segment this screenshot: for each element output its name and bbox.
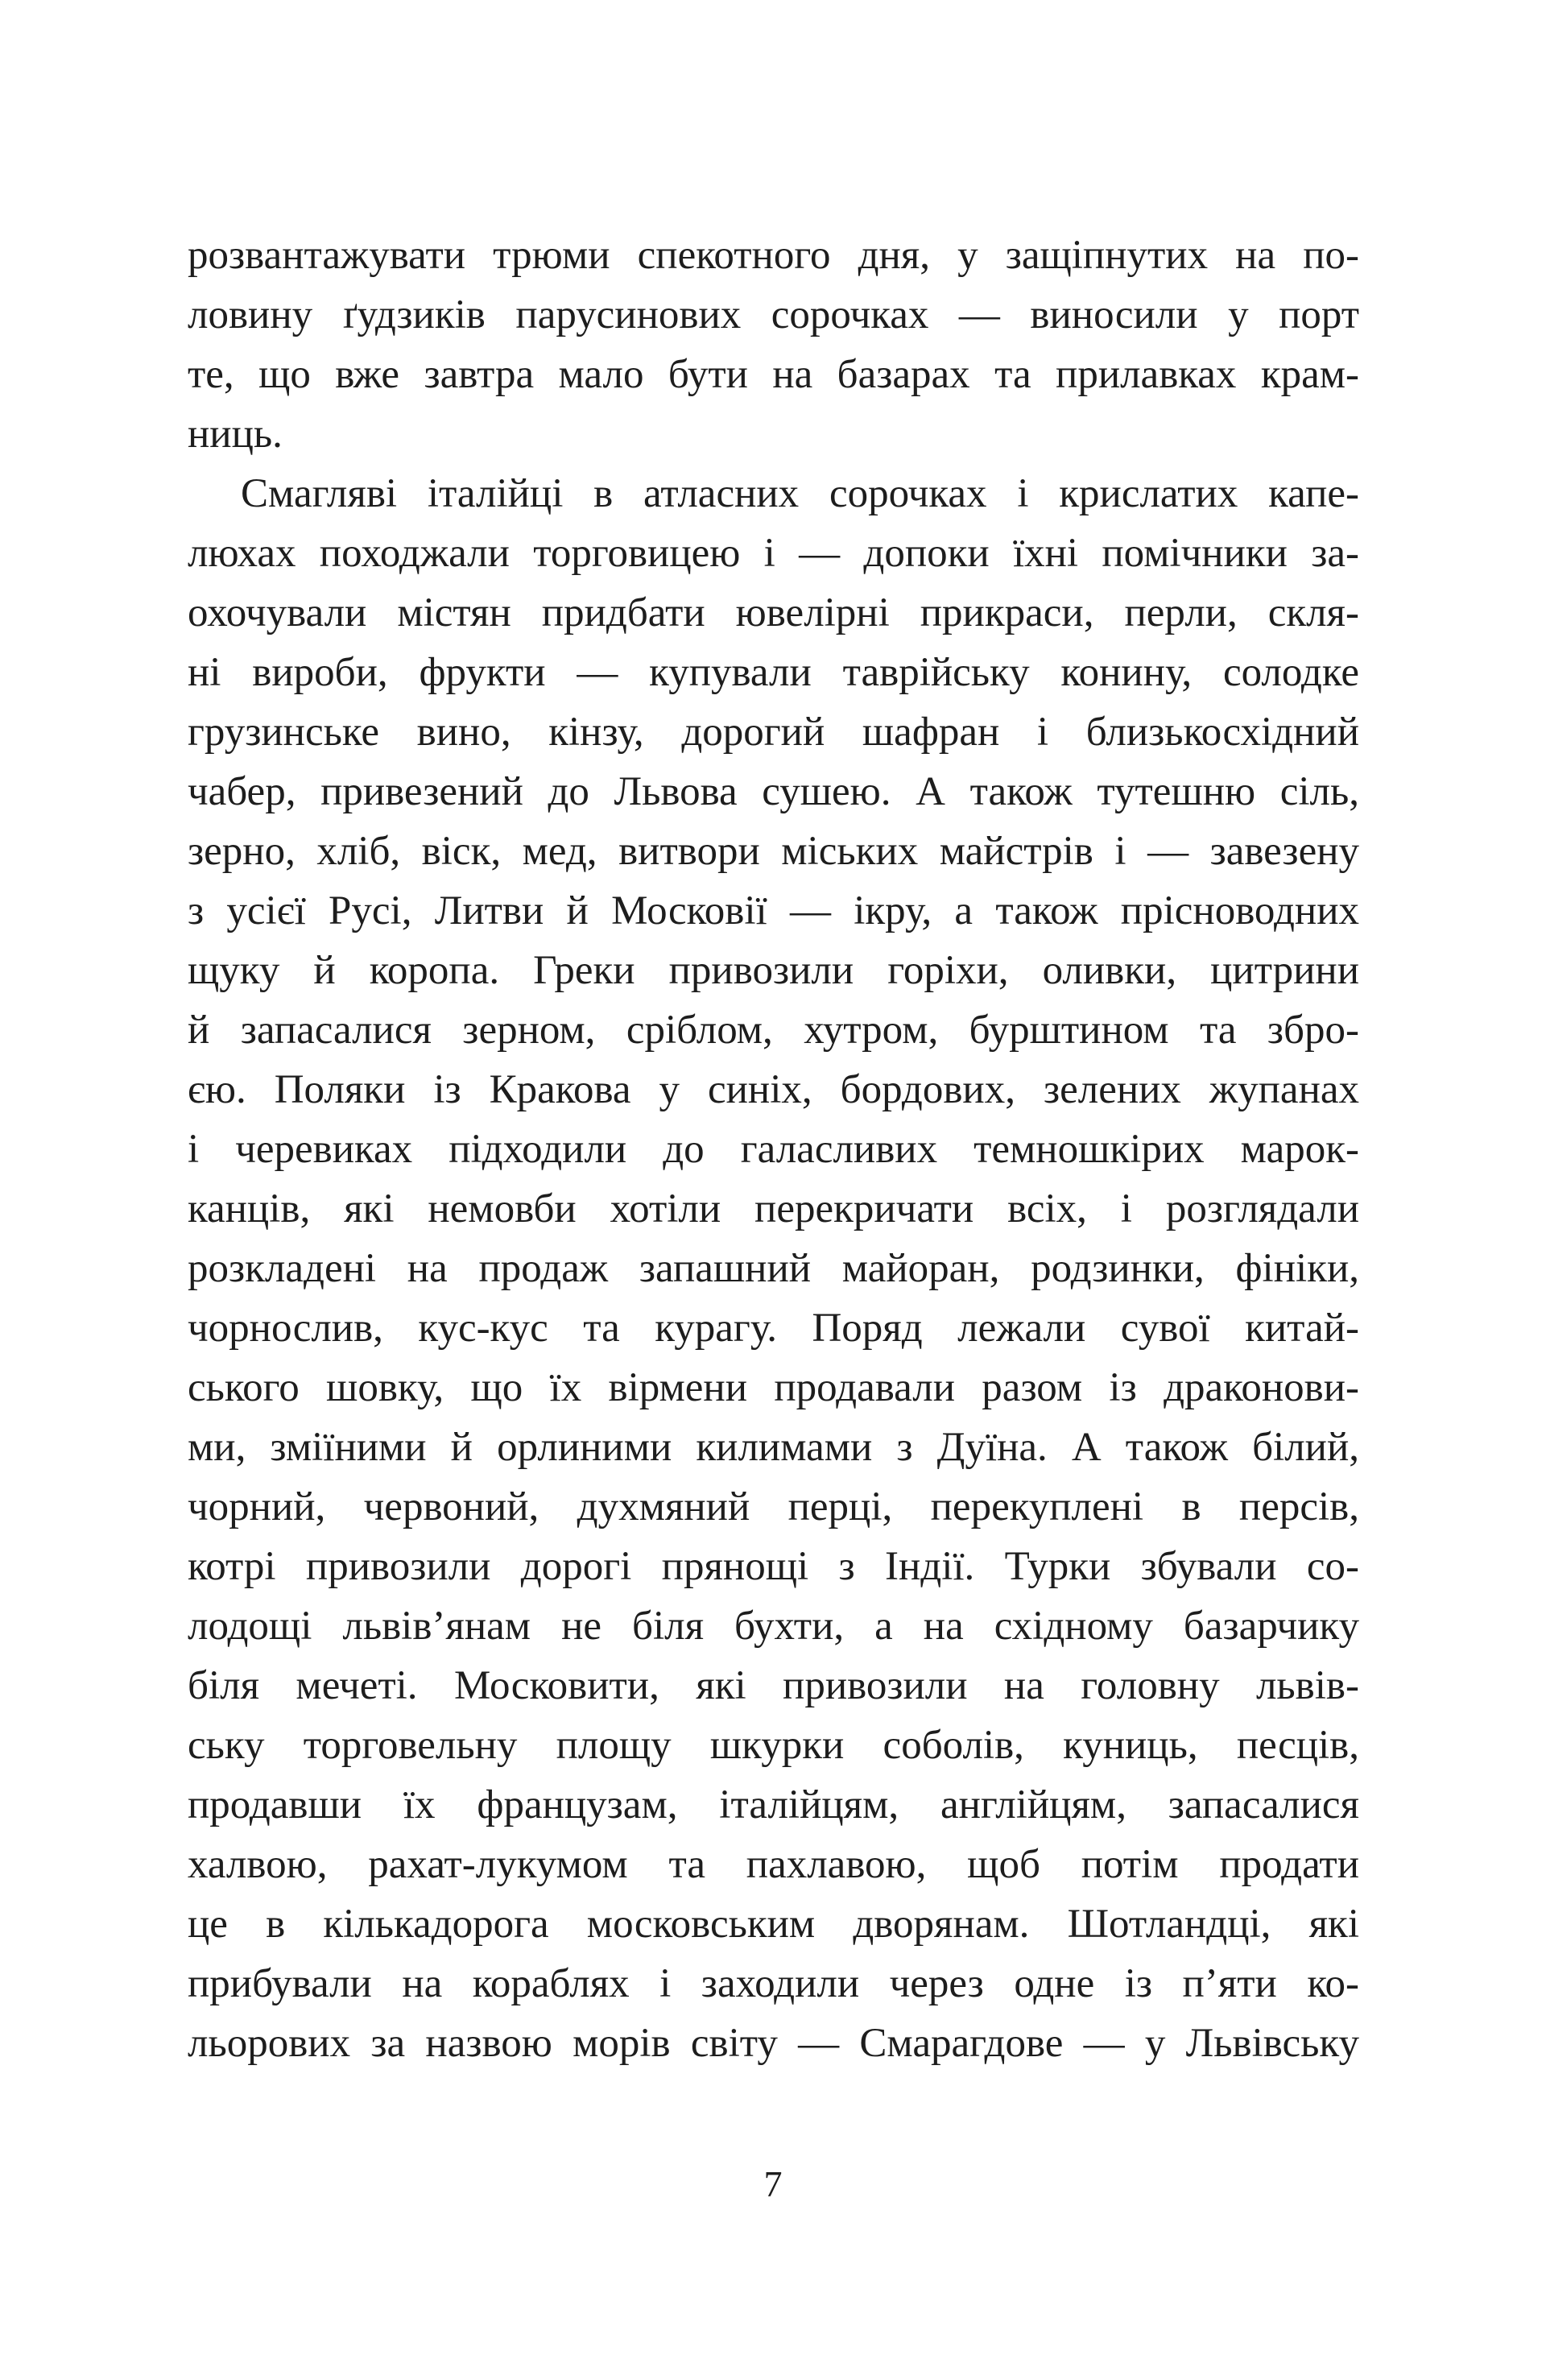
text-line: чорнослив, кус-кус та курагу. Поряд лежали сувої китай- [188, 1306, 1359, 1351]
text-line: канців, які немовби хотіли перекричати всіх, і розглядали [188, 1186, 1359, 1231]
text-line: лодощі львів’янам не біля бухти, а на східному базарчику [188, 1604, 1359, 1649]
text-line: це в кількадорога московським дворянам. Шотландці, які [188, 1902, 1359, 1947]
text-line: люхах походжали торговицею і — допоки їхні помічники за- [188, 531, 1359, 576]
text-line: єю. Поляки із Кракова у синіх, бордових, зелених жупанах [188, 1067, 1359, 1112]
page-text-block [188, 226, 1359, 2073]
text-line: зерно, хліб, віск, мед, витвори міських майстрів і — завезену [188, 829, 1359, 874]
text-line: продавши їх французам, італійцям, англійцям, запасалися [188, 1782, 1359, 1827]
text-line: біля мечеті. Московити, які привозили на головну львів- [188, 1663, 1359, 1708]
text-line: розвантажувати трюми спекотного дня, у защіпнутих на по- [188, 233, 1359, 278]
text-line: Смагляві італійці в атласних сорочках і крислатих капе- [241, 471, 1359, 516]
text-line: прибували на кораблях і заходили через одне із п’яти ко- [188, 1961, 1359, 2006]
text-line: чабер, привезений до Львова сушею. А також тутешню сіль, [188, 769, 1359, 814]
text-line: щуку й коропа. Греки привозили горіхи, оливки, цитрини [188, 948, 1359, 993]
text-line: грузинське вино, кінзу, дорогий шафран і близькосхідний [188, 710, 1359, 755]
text-line: ні вироби, фрукти — купували таврійську конину, солодке [188, 650, 1359, 695]
text-line: чорний, червоний, духмяний перці, перекуплені в персів, [188, 1484, 1359, 1529]
text-line: котрі привозили дорогі прянощі з Індії. Турки збували со- [188, 1544, 1359, 1589]
text-line: розкладені на продаж запашний майоран, родзинки, фініки, [188, 1246, 1359, 1291]
text-line: і черевиках підходили до галасливих темношкірих марок- [188, 1127, 1359, 1172]
text-line: ловину ґудзиків парусинових сорочках — виносили у порт [188, 292, 1359, 337]
text-line: ми, зміїними й орлиними килимами з Дуїна. А також білий, [188, 1425, 1359, 1470]
text-line: те, що вже завтра мало бути на базарах та прилавках крам- [188, 352, 1359, 397]
text-line: й запасалися зерном, сріблом, хутром, бурштином та збро- [188, 1008, 1359, 1053]
page-number: 7 [763, 2163, 783, 2204]
text-line: ниць. [188, 412, 283, 457]
text-line: халвою, рахат-лукумом та пахлавою, щоб потім продати [188, 1842, 1359, 1887]
text-line: охочували містян придбати ювелірні прикраси, перли, скля- [188, 590, 1359, 635]
text-line: льорових за назвою морів світу — Смарагдове — у Львівську [188, 2021, 1359, 2066]
text-line: з усієї Русі, Литви й Московії — ікру, а також прісноводних [188, 888, 1359, 933]
text-line: ську торговельну площу шкурки соболів, куниць, песців, [188, 1723, 1359, 1768]
text-line: ського шовку, що їх вірмени продавали разом із драконови- [188, 1365, 1359, 1410]
